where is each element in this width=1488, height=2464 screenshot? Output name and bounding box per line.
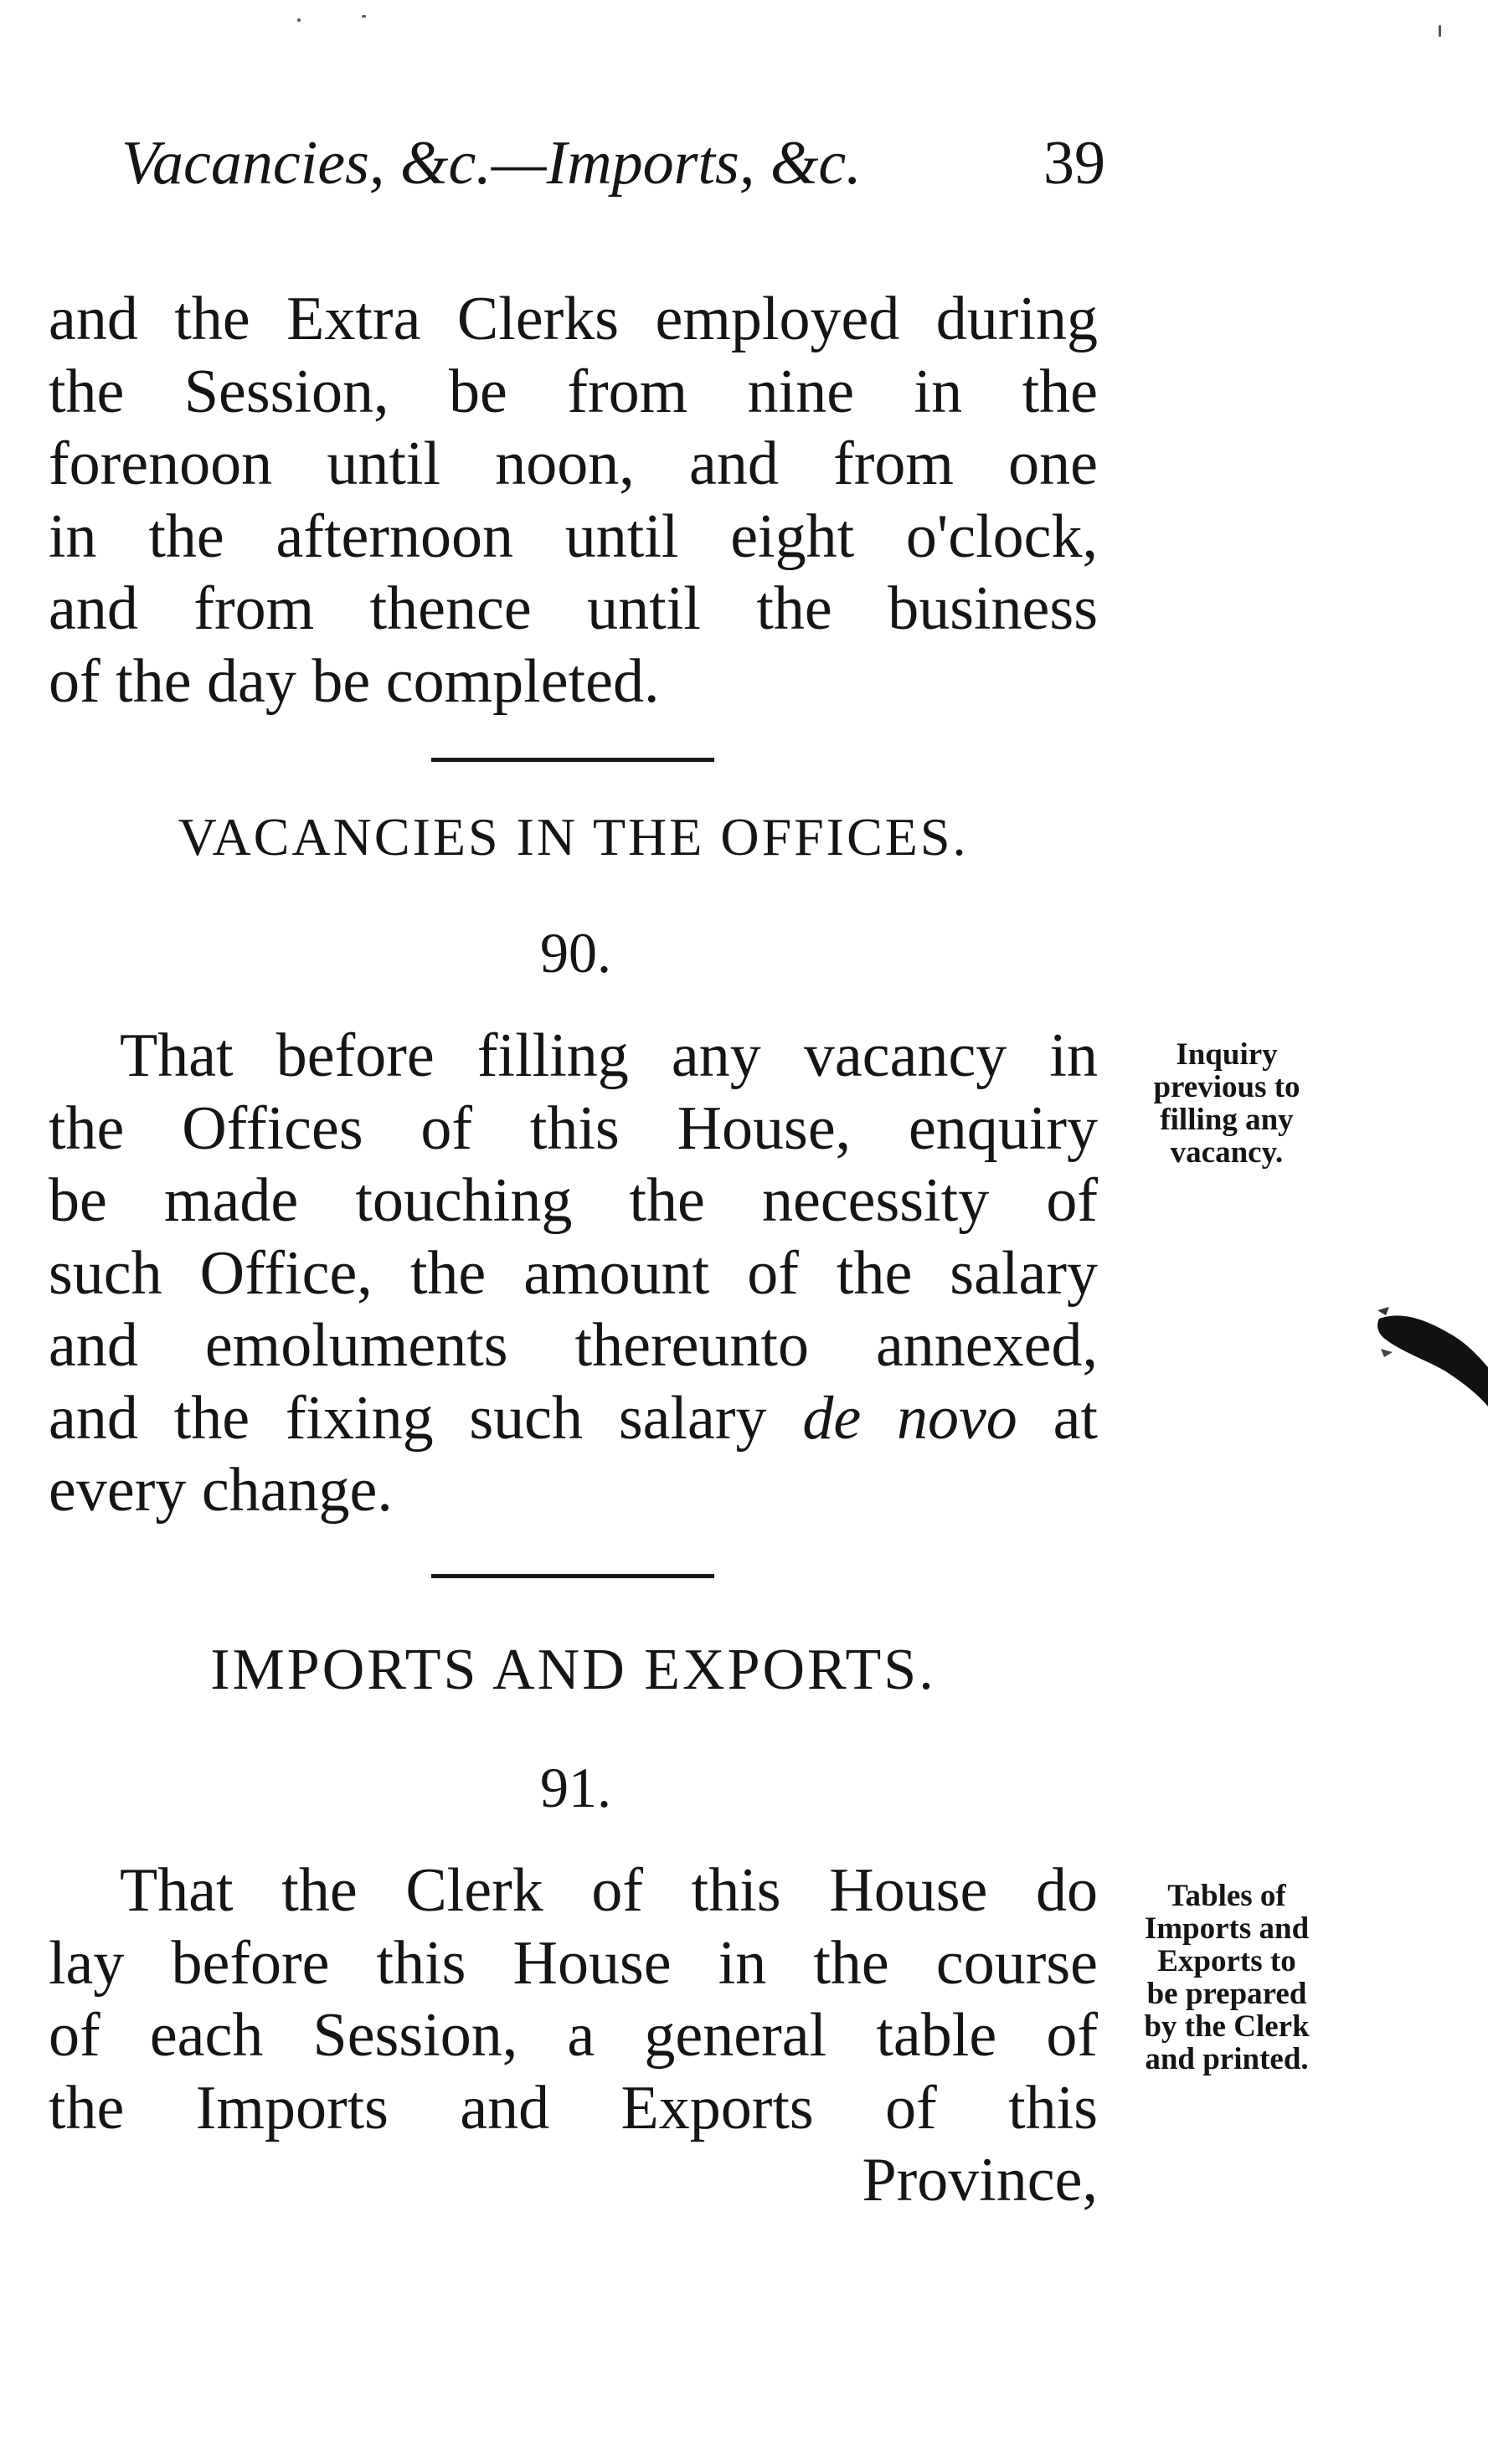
margin-note-line: Inquiry	[1176, 1037, 1278, 1072]
text-line: Province,	[862, 2146, 1098, 2215]
text-line: in the afternoon until eight o'clock,	[49, 502, 1098, 571]
text-line: of the day be completed.	[49, 646, 660, 716]
continuation-paragraph	[49, 283, 1098, 718]
text-line: forenoon until noon, and from one	[49, 430, 1098, 498]
section-paragraph-imports	[49, 1854, 1098, 2217]
margin-note-line: Imports and	[1144, 1911, 1310, 1946]
text-line: the Session, be from nine in the	[49, 357, 1098, 426]
section-heading-vacancies: VACANCIES IN THE OFFICES.	[178, 807, 969, 867]
running-head-title: Vacancies, &c.—Imports, &c.	[121, 129, 862, 198]
section-number-90: 90.	[540, 921, 611, 985]
margin-note-vacancies	[1110, 1038, 1344, 1169]
section-paragraph-vacancies	[49, 1020, 1098, 1527]
text-line: be made touching the necessity of	[49, 1166, 1098, 1235]
margin-note-line: previous to	[1153, 1070, 1300, 1104]
section-number-91: 91.	[540, 1756, 611, 1819]
margin-note-line: and printed.	[1145, 2042, 1309, 2076]
text-line: and the fixing such salary de novo at	[49, 1383, 1098, 1453]
ink-blot-mark	[1377, 1302, 1488, 1407]
text-line: That the Clerk of this House do	[120, 1856, 1098, 1925]
margin-note-imports	[1110, 1880, 1344, 2076]
margin-note-line: be prepared	[1146, 1977, 1307, 2011]
paper-speck	[297, 18, 301, 22]
italic-phrase: de novo	[802, 1383, 1017, 1453]
text-line: the Offices of this House, enquiry	[49, 1093, 1098, 1163]
running-head	[121, 126, 1105, 201]
margin-note-line: Exports to	[1157, 1944, 1296, 1978]
text-line: lay before this House in the course	[49, 1928, 1098, 1998]
text-line: and from thence until the business	[49, 574, 1098, 643]
margin-note-line: Tables of	[1167, 1879, 1286, 1913]
text-line: and the Extra Clerks employed during	[49, 285, 1098, 353]
section-heading-imports: IMPORTS AND EXPORTS.	[210, 1638, 936, 1702]
text-line: such Office, the amount of the salary	[49, 1238, 1098, 1308]
text-line: That before filling any vacancy in	[120, 1021, 1098, 1090]
margin-note-line: by the Clerk	[1144, 2009, 1310, 2044]
section-divider-rule	[431, 758, 714, 762]
text-line: every change.	[49, 1456, 393, 1525]
page-number: 39	[1043, 129, 1105, 198]
section-divider-rule	[431, 1574, 714, 1578]
margin-note-line: filling any	[1160, 1103, 1294, 1137]
paper-speck	[1439, 25, 1441, 37]
text-line: of each Session, a general table of	[49, 2001, 1098, 2070]
text-line: the Imports and Exports of this	[49, 2073, 1098, 2142]
margin-note-line: vacancy.	[1170, 1135, 1284, 1170]
text-line: and emoluments thereunto annexed,	[49, 1311, 1098, 1380]
paper-speck	[362, 15, 366, 18]
